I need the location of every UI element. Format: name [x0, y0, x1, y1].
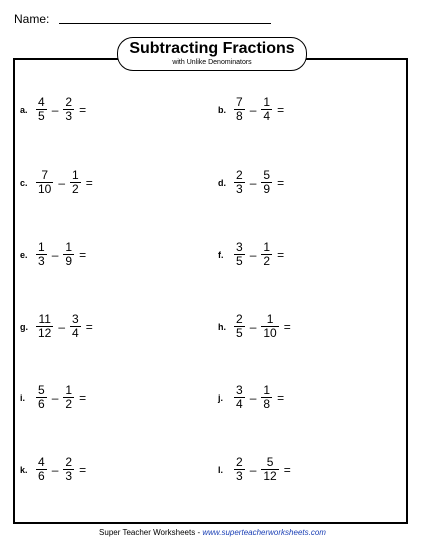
denominator: 5 — [38, 109, 45, 123]
denominator: 4 — [236, 397, 243, 411]
page-title: Subtracting Fractions — [129, 40, 295, 57]
fraction-second — [261, 241, 272, 268]
footer — [0, 528, 425, 537]
numerator: 7 — [236, 95, 243, 109]
equals-sign: = — [283, 319, 291, 334]
equals-sign: = — [79, 462, 87, 477]
fraction-first — [36, 384, 47, 411]
worksheet-frame — [13, 58, 408, 524]
problem-item — [218, 313, 294, 340]
problem-letter: g. — [20, 321, 28, 332]
name-line[interactable] — [59, 23, 271, 24]
minus-sign: – — [51, 390, 59, 405]
problem-letter: l. — [218, 464, 224, 475]
equals-sign: = — [85, 175, 93, 190]
denominator: 3 — [38, 254, 45, 268]
title-banner — [117, 37, 307, 71]
problem-letter: a. — [20, 104, 28, 115]
problem-letter: i. — [20, 392, 26, 403]
denominator: 8 — [263, 397, 271, 411]
denominator: 8 — [236, 109, 243, 123]
problem-item — [20, 456, 89, 483]
numerator: 2 — [65, 95, 73, 109]
fraction-second — [70, 169, 81, 196]
denominator: 10 — [263, 326, 277, 340]
equals-sign: = — [79, 247, 87, 262]
equals-sign: = — [277, 175, 285, 190]
numerator: 11 — [38, 312, 51, 326]
equals-sign: = — [277, 247, 285, 262]
numerator: 2 — [236, 168, 243, 182]
problem-item — [20, 241, 89, 268]
numerator: 1 — [72, 168, 79, 182]
minus-sign: – — [249, 319, 257, 334]
numerator: 3 — [236, 383, 243, 397]
minus-sign: – — [51, 102, 59, 117]
fraction-second — [261, 456, 278, 483]
denominator: 4 — [263, 109, 271, 123]
fraction-first — [36, 96, 47, 123]
problem-item — [218, 169, 287, 196]
numerator: 1 — [266, 312, 274, 326]
fraction-first — [234, 96, 245, 123]
fraction-second — [63, 456, 74, 483]
minus-sign: – — [51, 247, 59, 262]
problem-item — [218, 384, 287, 411]
numerator: 5 — [38, 383, 45, 397]
equals-sign: = — [277, 390, 285, 405]
numerator: 3 — [236, 240, 243, 254]
denominator: 12 — [263, 469, 277, 483]
denominator: 4 — [72, 326, 79, 340]
minus-sign: – — [249, 390, 257, 405]
denominator: 9 — [65, 254, 73, 268]
minus-sign: – — [249, 247, 257, 262]
fraction-first — [234, 384, 245, 411]
problem-item — [20, 96, 89, 123]
fraction-second — [70, 313, 81, 340]
equals-sign: = — [277, 102, 285, 117]
fraction-first — [234, 313, 245, 340]
denominator: 2 — [263, 254, 271, 268]
equals-sign: = — [85, 319, 93, 334]
problem-letter: d. — [218, 177, 226, 188]
denominator: 10 — [38, 182, 52, 196]
minus-sign: – — [58, 319, 66, 334]
equals-sign: = — [79, 390, 87, 405]
numerator: 1 — [65, 383, 73, 397]
problem-letter: h. — [218, 321, 226, 332]
denominator: 2 — [65, 397, 73, 411]
equals-sign: = — [283, 462, 291, 477]
numerator: 4 — [38, 455, 45, 469]
fraction-first — [234, 169, 245, 196]
fraction-second — [261, 96, 272, 123]
fraction-second — [63, 241, 74, 268]
denominator: 6 — [38, 397, 45, 411]
name-label: Name: — [14, 12, 50, 26]
minus-sign: – — [51, 462, 59, 477]
footer-text: Super Teacher Worksheets - — [99, 528, 203, 537]
name-row — [14, 12, 271, 26]
fraction-first — [234, 241, 245, 268]
problem-item — [218, 96, 287, 123]
problem-item — [20, 384, 89, 411]
denominator: 3 — [65, 469, 73, 483]
denominator: 6 — [38, 469, 45, 483]
problem-letter: f. — [218, 249, 224, 260]
fraction-first — [36, 241, 47, 268]
numerator: 5 — [266, 455, 274, 469]
numerator: 4 — [38, 95, 45, 109]
fraction-first — [36, 169, 53, 196]
denominator: 3 — [65, 109, 73, 123]
numerator: 1 — [65, 240, 73, 254]
numerator: 5 — [263, 168, 271, 182]
problem-item — [218, 241, 287, 268]
minus-sign: – — [249, 175, 257, 190]
denominator: 5 — [236, 254, 243, 268]
numerator: 3 — [72, 312, 79, 326]
fraction-second — [63, 384, 74, 411]
problem-letter: e. — [20, 249, 28, 260]
numerator: 2 — [65, 455, 73, 469]
fraction-first — [234, 456, 245, 483]
fraction-second — [261, 384, 272, 411]
fraction-first — [36, 456, 47, 483]
numerator: 1 — [263, 240, 271, 254]
fraction-first — [36, 313, 53, 340]
denominator: 2 — [72, 182, 79, 196]
fraction-second — [63, 96, 74, 123]
equals-sign: = — [79, 102, 87, 117]
problem-item — [20, 313, 96, 340]
problem-item — [218, 456, 294, 483]
minus-sign: – — [249, 462, 257, 477]
numerator: 2 — [236, 312, 243, 326]
fraction-second — [261, 169, 272, 196]
denominator: 9 — [263, 182, 271, 196]
denominator: 3 — [236, 469, 243, 483]
numerator: 7 — [41, 168, 49, 182]
problem-letter: j. — [218, 392, 224, 403]
numerator: 1 — [263, 383, 271, 397]
denominator: 12 — [38, 326, 52, 340]
page-subtitle: with Unlike Denominators — [172, 59, 252, 66]
denominator: 3 — [236, 182, 243, 196]
footer-url[interactable]: www.superteacherworksheets.com — [202, 528, 326, 537]
denominator: 5 — [236, 326, 243, 340]
problem-letter: c. — [20, 177, 28, 188]
problem-letter: k. — [20, 464, 28, 475]
numerator: 1 — [38, 240, 45, 254]
minus-sign: – — [58, 175, 66, 190]
minus-sign: – — [249, 102, 257, 117]
problem-item — [20, 169, 96, 196]
fraction-second — [261, 313, 278, 340]
numerator: 2 — [236, 455, 243, 469]
numerator: 1 — [263, 95, 271, 109]
problem-letter: b. — [218, 104, 226, 115]
